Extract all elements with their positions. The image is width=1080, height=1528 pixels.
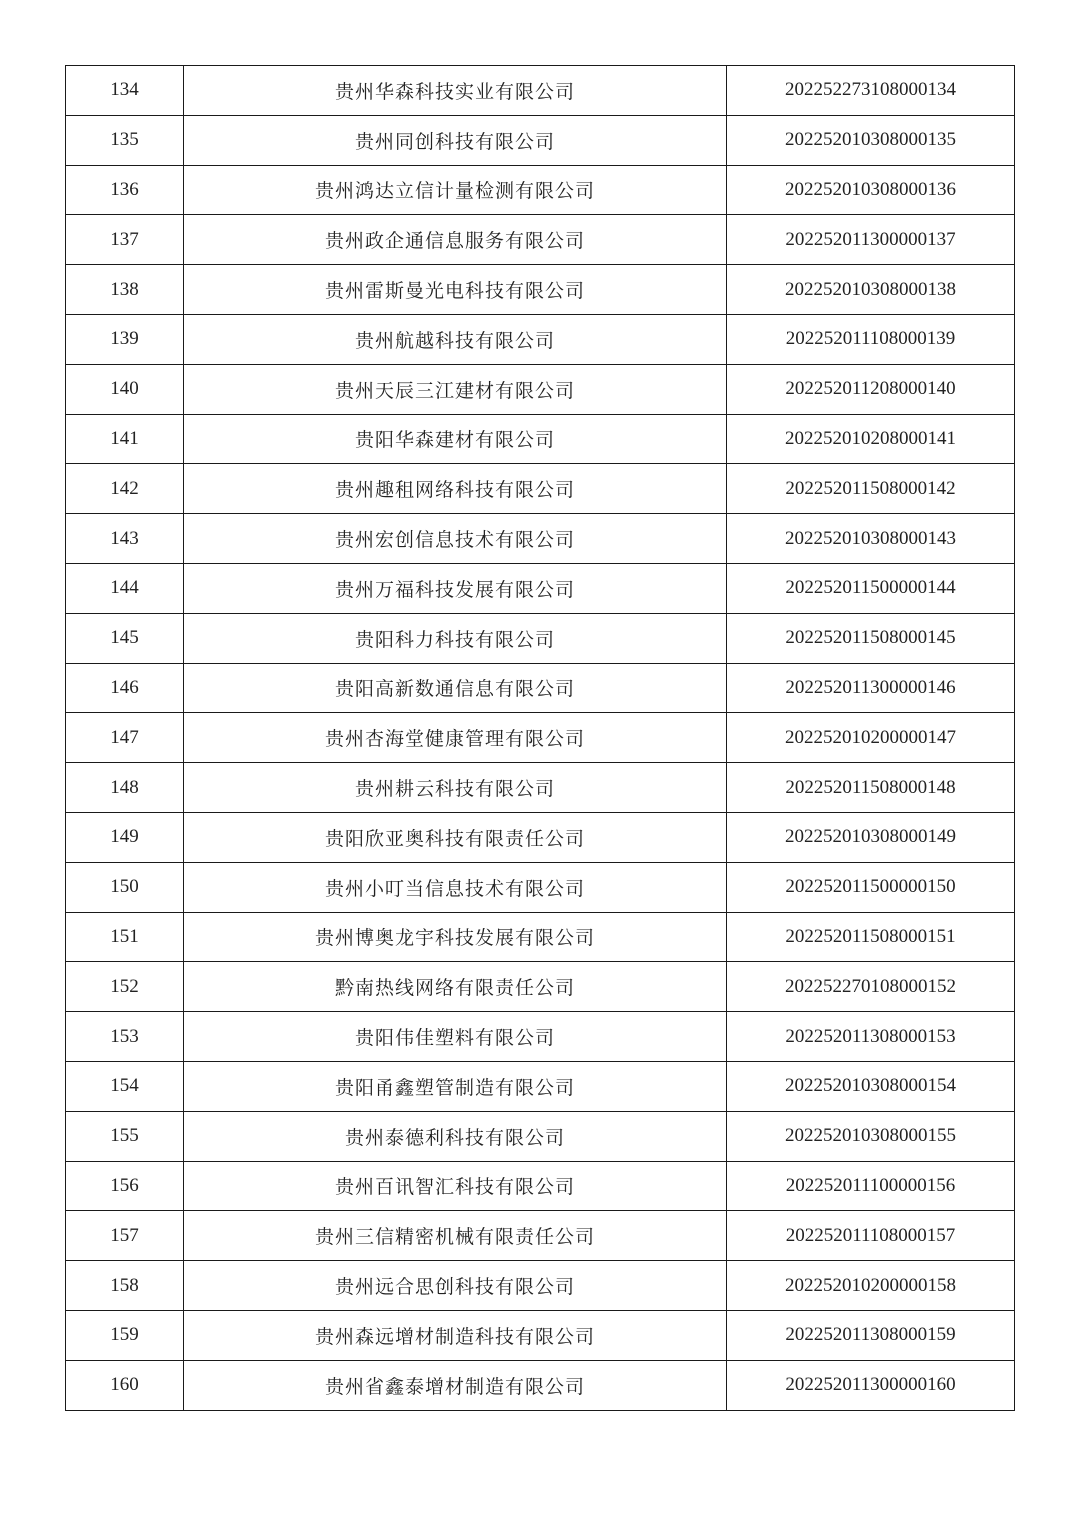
row-number-cell: 146 (66, 663, 184, 713)
table-row (66, 563, 1015, 613)
table-row (66, 314, 1015, 364)
company-name-cell: 贵州鸿达立信计量检测有限公司 (184, 165, 727, 215)
table-row (66, 713, 1015, 763)
registration-code-cell: 202252010208000141 (727, 414, 1015, 464)
registration-code-cell: 202252011308000159 (727, 1310, 1015, 1360)
row-number-cell: 154 (66, 1061, 184, 1111)
registration-code-cell: 202252011108000139 (727, 314, 1015, 364)
table-row (66, 1061, 1015, 1111)
table-row (66, 962, 1015, 1012)
row-number-cell: 136 (66, 165, 184, 215)
table-row (66, 1161, 1015, 1211)
company-name-cell: 贵州同创科技有限公司 (184, 115, 727, 165)
company-name-cell: 贵州天辰三江建材有限公司 (184, 364, 727, 414)
table-row (66, 613, 1015, 663)
table-row (66, 165, 1015, 215)
table-row (66, 1360, 1015, 1410)
table-row (66, 763, 1015, 813)
registration-code-cell: 202252011208000140 (727, 364, 1015, 414)
table-row (66, 464, 1015, 514)
table-row (66, 514, 1015, 564)
registration-code-cell: 202252270108000152 (727, 962, 1015, 1012)
company-name-cell: 贵州杏海堂健康管理有限公司 (184, 713, 727, 763)
row-number-cell: 148 (66, 763, 184, 813)
table-row (66, 115, 1015, 165)
table-row (66, 1111, 1015, 1161)
row-number-cell: 143 (66, 514, 184, 564)
row-number-cell: 140 (66, 364, 184, 414)
company-name-cell: 贵州小叮当信息技术有限公司 (184, 862, 727, 912)
registration-code-cell: 202252010200000147 (727, 713, 1015, 763)
company-name-cell: 贵阳伟佳塑料有限公司 (184, 1012, 727, 1062)
company-name-cell: 贵州博奥龙宇科技发展有限公司 (184, 912, 727, 962)
row-number-cell: 137 (66, 215, 184, 265)
company-name-cell: 贵州宏创信息技术有限公司 (184, 514, 727, 564)
row-number-cell: 142 (66, 464, 184, 514)
company-name-cell: 贵州航越科技有限公司 (184, 314, 727, 364)
document-page (65, 65, 1014, 1411)
registration-code-cell: 202252011508000151 (727, 912, 1015, 962)
table-row (66, 414, 1015, 464)
registration-code-cell: 202252011308000153 (727, 1012, 1015, 1062)
row-number-cell: 149 (66, 812, 184, 862)
registration-code-cell: 202252011300000137 (727, 215, 1015, 265)
registration-code-cell: 202252011500000144 (727, 563, 1015, 613)
row-number-cell: 159 (66, 1310, 184, 1360)
row-number-cell: 147 (66, 713, 184, 763)
registration-code-cell: 202252010308000149 (727, 812, 1015, 862)
table-row (66, 66, 1015, 116)
row-number-cell: 156 (66, 1161, 184, 1211)
company-name-cell: 贵阳华森建材有限公司 (184, 414, 727, 464)
registration-code-cell: 202252011300000146 (727, 663, 1015, 713)
company-name-cell: 贵州趣租网络科技有限公司 (184, 464, 727, 514)
registration-code-cell: 202252011508000148 (727, 763, 1015, 813)
table-row (66, 812, 1015, 862)
registration-code-cell: 202252010200000158 (727, 1261, 1015, 1311)
table-row (66, 364, 1015, 414)
registration-code-cell: 202252011100000156 (727, 1161, 1015, 1211)
table-body (66, 66, 1015, 1411)
registration-code-cell: 202252011108000157 (727, 1211, 1015, 1261)
row-number-cell: 134 (66, 66, 184, 116)
row-number-cell: 153 (66, 1012, 184, 1062)
row-number-cell: 152 (66, 962, 184, 1012)
company-name-cell: 黔南热线网络有限责任公司 (184, 962, 727, 1012)
company-name-cell: 贵州三信精密机械有限责任公司 (184, 1211, 727, 1261)
company-name-cell: 贵州泰德利科技有限公司 (184, 1111, 727, 1161)
registration-code-cell: 202252010308000136 (727, 165, 1015, 215)
company-name-cell: 贵州耕云科技有限公司 (184, 763, 727, 813)
row-number-cell: 158 (66, 1261, 184, 1311)
registration-code-cell: 202252010308000155 (727, 1111, 1015, 1161)
row-number-cell: 135 (66, 115, 184, 165)
table-row (66, 1211, 1015, 1261)
registration-code-cell: 202252010308000138 (727, 265, 1015, 315)
row-number-cell: 151 (66, 912, 184, 962)
company-table (65, 65, 1015, 1411)
registration-code-cell: 202252010308000135 (727, 115, 1015, 165)
registration-code-cell: 202252010308000154 (727, 1061, 1015, 1111)
company-name-cell: 贵阳甬鑫塑管制造有限公司 (184, 1061, 727, 1111)
registration-code-cell: 202252011300000160 (727, 1360, 1015, 1410)
row-number-cell: 150 (66, 862, 184, 912)
row-number-cell: 139 (66, 314, 184, 364)
row-number-cell: 141 (66, 414, 184, 464)
company-name-cell: 贵州华森科技实业有限公司 (184, 66, 727, 116)
table-row (66, 265, 1015, 315)
company-name-cell: 贵阳高新数通信息有限公司 (184, 663, 727, 713)
company-name-cell: 贵州政企通信息服务有限公司 (184, 215, 727, 265)
company-name-cell: 贵州雷斯曼光电科技有限公司 (184, 265, 727, 315)
table-row (66, 1310, 1015, 1360)
table-row (66, 1012, 1015, 1062)
row-number-cell: 157 (66, 1211, 184, 1261)
company-name-cell: 贵阳欣亚奥科技有限责任公司 (184, 812, 727, 862)
row-number-cell: 145 (66, 613, 184, 663)
row-number-cell: 155 (66, 1111, 184, 1161)
table-row (66, 663, 1015, 713)
company-name-cell: 贵州远合思创科技有限公司 (184, 1261, 727, 1311)
row-number-cell: 144 (66, 563, 184, 613)
company-name-cell: 贵州省鑫泰增材制造有限公司 (184, 1360, 727, 1410)
registration-code-cell: 202252011508000145 (727, 613, 1015, 663)
row-number-cell: 160 (66, 1360, 184, 1410)
table-row (66, 862, 1015, 912)
registration-code-cell: 202252011500000150 (727, 862, 1015, 912)
company-name-cell: 贵州百讯智汇科技有限公司 (184, 1161, 727, 1211)
table-row (66, 215, 1015, 265)
table-row (66, 912, 1015, 962)
table-row (66, 1261, 1015, 1311)
row-number-cell: 138 (66, 265, 184, 315)
company-name-cell: 贵阳科力科技有限公司 (184, 613, 727, 663)
registration-code-cell: 20225227310800013‌4 (727, 66, 1015, 116)
registration-code-cell: 202252010308000143 (727, 514, 1015, 564)
registration-code-cell: 202252011508000142 (727, 464, 1015, 514)
company-name-cell: 贵州万福科技发展有限公司 (184, 563, 727, 613)
company-name-cell: 贵州森远增材制造科技有限公司 (184, 1310, 727, 1360)
